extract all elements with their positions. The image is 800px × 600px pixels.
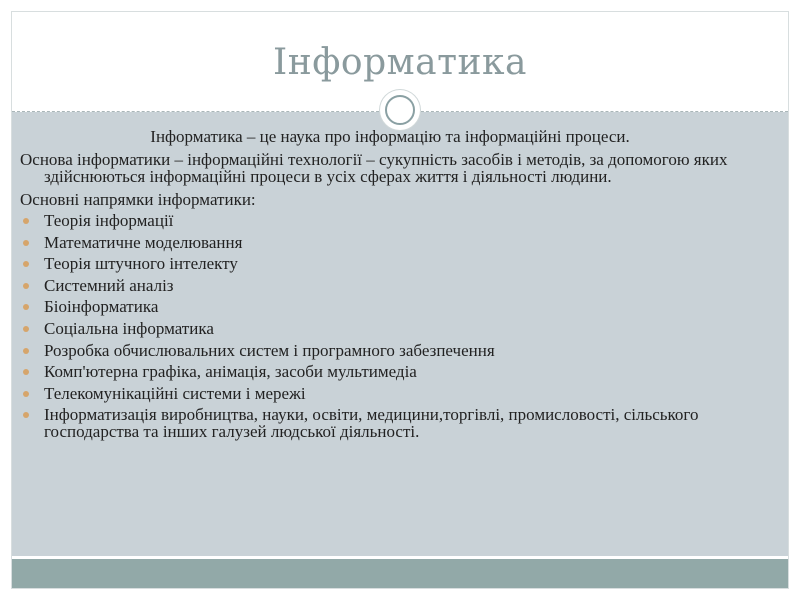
footer-bar bbox=[12, 559, 788, 588]
slide-content bbox=[20, 128, 760, 445]
list-item bbox=[20, 363, 760, 380]
list-item bbox=[20, 385, 760, 402]
bullet-icon bbox=[23, 240, 29, 246]
list-item bbox=[20, 234, 760, 251]
list-item-label: Біоінформатика bbox=[44, 297, 159, 317]
ring-icon bbox=[385, 95, 415, 125]
foundation-paragraph: Основа інформатики – інформаційні технології – сукупність засобів і методів, за допомогою яких здійснюються інформаційні процеси в усіх сферах життя і діяльності людини. bbox=[20, 150, 728, 186]
list-item bbox=[20, 342, 760, 359]
bullet-icon bbox=[23, 348, 29, 354]
list-item-label: Теорія інформації bbox=[44, 211, 174, 230]
list-item-label: Комп'ютерна графіка, анімація, засоби мультимедіа bbox=[44, 362, 417, 382]
bullet-icon bbox=[23, 304, 29, 310]
list-item-label: Телекомунікаційні системи і мережі bbox=[44, 383, 306, 403]
bullet-icon bbox=[23, 412, 29, 418]
list-item bbox=[20, 212, 760, 229]
list-item-label: Математичне моделювання bbox=[44, 232, 243, 252]
bullet-icon bbox=[23, 218, 29, 224]
list-item-label: Інформатизація виробництва, науки, освіти, медицини,торгівлі, промисловості, сільського господарства та інших галузей людської діяльності. bbox=[44, 405, 699, 442]
list-item bbox=[20, 320, 760, 337]
list-item bbox=[20, 255, 760, 272]
bullet-icon bbox=[23, 391, 29, 397]
directions-heading: Основні напрямки інформатики: bbox=[20, 190, 256, 209]
bullet-icon bbox=[23, 283, 29, 289]
directions-list bbox=[20, 212, 760, 440]
intro-text: Інформатика – це наука про інформацію та інформаційні процеси. bbox=[150, 127, 630, 146]
list-item-label: Соціальна інформатика bbox=[44, 318, 214, 338]
slide-title: Інформатика bbox=[273, 42, 527, 83]
circle-ornament-icon bbox=[380, 90, 420, 130]
bullet-icon bbox=[23, 261, 29, 267]
list-item-label: Теорія штучного інтелекту bbox=[44, 254, 238, 274]
list-item bbox=[20, 277, 760, 294]
bullet-icon bbox=[23, 369, 29, 375]
bullet-icon bbox=[23, 326, 29, 332]
list-item-label: Розробка обчислювальних систем і програмного забезпечення bbox=[44, 340, 495, 360]
list-item-label: Системний аналіз bbox=[44, 275, 174, 295]
list-item bbox=[20, 298, 760, 315]
list-item bbox=[20, 406, 760, 440]
